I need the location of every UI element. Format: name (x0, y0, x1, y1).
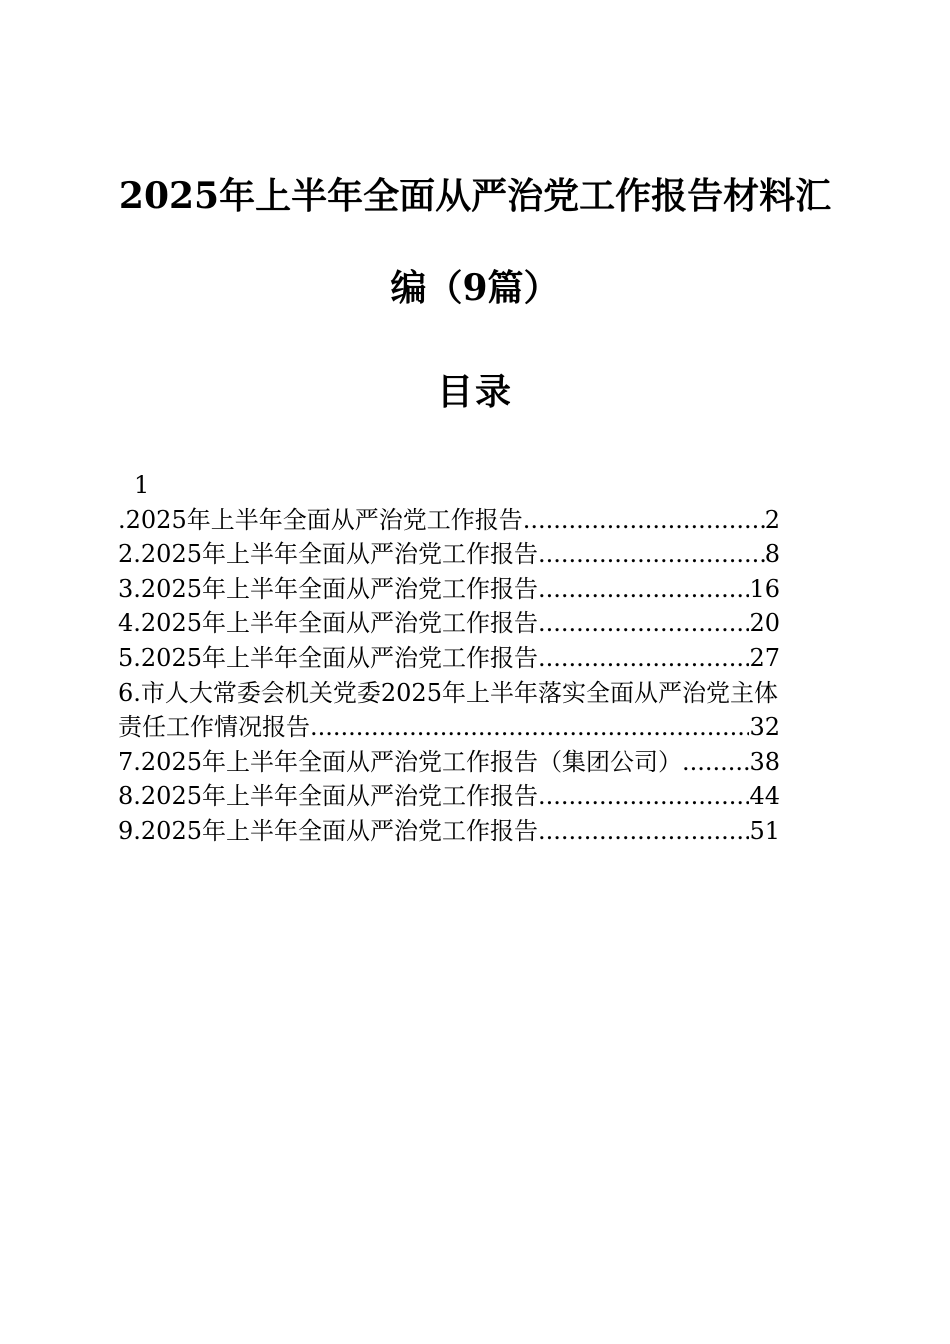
table-of-contents (118, 468, 828, 849)
document-title-line-2: 编（9篇） (390, 267, 560, 309)
toc-entry-page: 32 (749, 713, 780, 742)
toc-entry-2[interactable] (118, 537, 780, 572)
toc-entry-label: 5.2025年上半年全面从严治党工作报告 (118, 643, 538, 672)
toc-dot-leader (538, 572, 749, 607)
toc-entry-3[interactable] (118, 572, 780, 607)
toc-entry-page: 44 (749, 782, 780, 811)
toc-entry-7[interactable] (118, 745, 780, 780)
toc-entry-page: 38 (749, 747, 780, 776)
toc-entry-label: 3.2025年上半年全面从严治党工作报告 (118, 574, 538, 603)
toc-entry-page: 16 (749, 574, 780, 603)
toc-dot-leader (538, 779, 749, 814)
toc-entry-6[interactable] (118, 710, 780, 745)
toc-entry-page: 27 (749, 643, 780, 672)
toc-entry-number: 1 (134, 471, 150, 499)
toc-entry-label: 4.2025年上半年全面从严治党工作报告 (118, 609, 538, 638)
toc-entry-8[interactable] (118, 779, 780, 814)
toc-entry-9[interactable] (118, 814, 780, 849)
toc-dot-leader (538, 606, 749, 641)
document-title-line-1: 2025年上半年全面从严治党工作报告材料汇 (118, 175, 832, 217)
toc-entry-label: 9.2025年上半年全面从严治党工作报告 (118, 816, 538, 845)
toc-dot-leader (310, 710, 749, 745)
toc-entry-5[interactable] (118, 641, 780, 676)
toc-dot-leader (538, 641, 749, 676)
toc-entry-page: 20 (749, 609, 780, 638)
toc-dot-leader (682, 745, 749, 780)
toc-entry-label: 7.2025年上半年全面从严治党工作报告（集团公司） (118, 747, 682, 776)
toc-dot-leader (538, 537, 765, 572)
toc-entry-4[interactable] (118, 606, 780, 641)
toc-entry-1[interactable] (118, 503, 780, 538)
toc-entry-label: .2025年上半年全面从严治党工作报告 (118, 505, 523, 534)
toc-entry-label: 2.2025年上半年全面从严治党工作报告 (118, 540, 538, 569)
toc-entry-label: 8.2025年上半年全面从严治党工作报告 (118, 782, 538, 811)
toc-entry-page: 51 (749, 816, 780, 845)
toc-entry-label: 责任工作情况报告 (118, 713, 310, 742)
toc-entry-page: 8 (764, 540, 780, 569)
toc-heading: 目录 (436, 371, 513, 413)
toc-entry-page: 2 (764, 505, 780, 534)
toc-dot-leader (538, 814, 749, 849)
toc-dot-leader (523, 503, 765, 538)
toc-entry-6-line-1[interactable]: 6.市人大常委会机关党委2025年上半年落实全面从严治党主体 (118, 678, 778, 707)
